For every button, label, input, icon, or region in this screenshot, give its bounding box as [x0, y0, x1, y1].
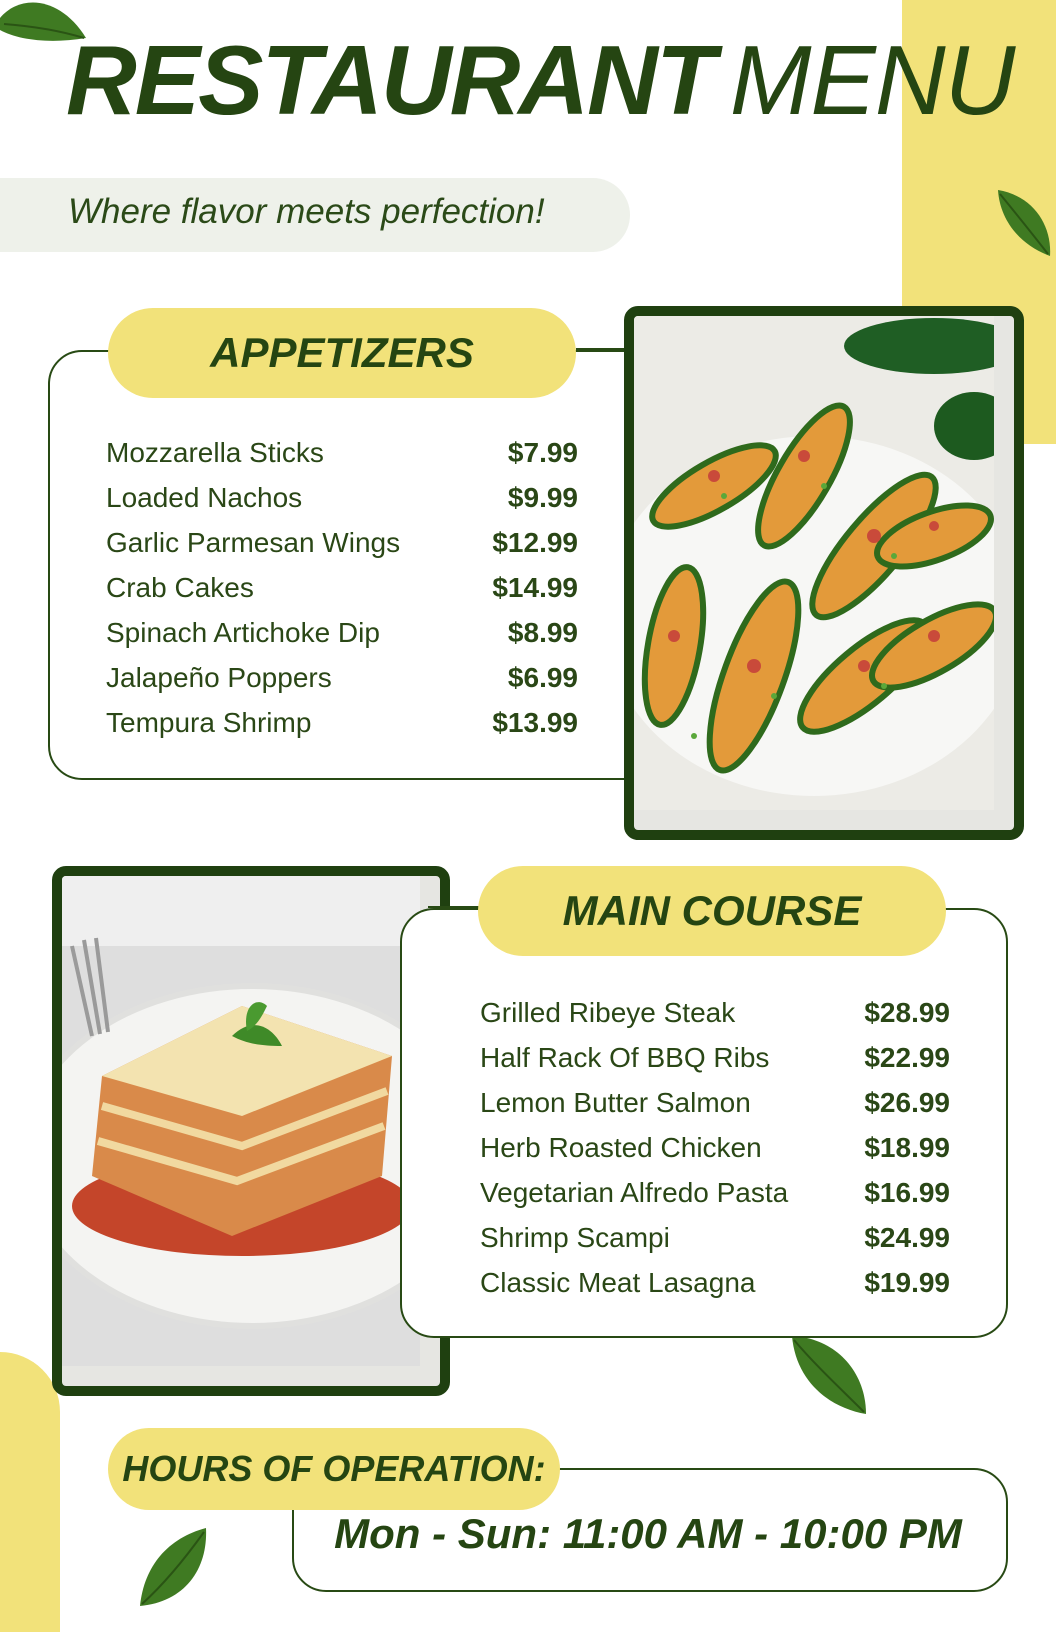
- menu-item-price: $8.99: [507, 616, 578, 648]
- menu-item-name: Vegetarian Alfredo Pasta: [480, 1176, 789, 1208]
- menu-item-name: Classic Meat Lasagna: [480, 1266, 756, 1298]
- menu-item-name: Mozzarella Sticks: [106, 436, 324, 468]
- menu-item-price: $26.99: [864, 1086, 950, 1118]
- menu-item: [480, 1080, 950, 1125]
- menu-item-name: Spinach Artichoke Dip: [106, 616, 380, 648]
- menu-item-price: $6.99: [507, 661, 578, 693]
- menu-item-name: Tempura Shrimp: [106, 706, 312, 738]
- yellow-accent-corner: [0, 1352, 60, 1632]
- lasagna-photo: [52, 866, 450, 1396]
- title-light: MENU: [729, 25, 1015, 135]
- divider: [576, 348, 626, 350]
- title-bold: RESTAURANT: [66, 25, 714, 135]
- hours-text: Mon - Sun: 11:00 AM - 10:00 PM: [334, 1510, 962, 1557]
- menu-item-name: Loaded Nachos: [106, 481, 303, 513]
- basil-leaf-icon: [134, 1526, 210, 1610]
- basil-leaf-icon: [786, 1332, 872, 1418]
- menu-item-name: Grilled Ribeye Steak: [480, 996, 736, 1028]
- menu-item-price: $7.99: [507, 436, 578, 468]
- menu-item: [106, 475, 578, 520]
- appetizers-list: [106, 430, 578, 745]
- main-course-list: [480, 990, 950, 1305]
- tagline: Where flavor meets perfection!: [68, 192, 545, 231]
- appetizers-heading: APPETIZERS: [108, 308, 576, 398]
- menu-item-price: $9.99: [507, 481, 578, 513]
- menu-item-name: Garlic Parmesan Wings: [106, 526, 401, 558]
- menu-item: [106, 655, 578, 700]
- menu-item-price: $12.99: [492, 526, 578, 558]
- menu-item: [480, 1260, 950, 1305]
- jalapeno-poppers-photo: [624, 306, 1024, 840]
- menu-item: [106, 565, 578, 610]
- menu-item-price: $13.99: [492, 706, 578, 738]
- hours-heading: HOURS OF OPERATION:: [108, 1428, 560, 1510]
- menu-item-name: Jalapeño Poppers: [106, 661, 332, 693]
- menu-item: [480, 1170, 950, 1215]
- menu-item-name: Herb Roasted Chicken: [480, 1131, 762, 1163]
- menu-item: [480, 1125, 950, 1170]
- basil-leaf-icon: [994, 186, 1054, 260]
- menu-item: [106, 520, 578, 565]
- menu-item-price: $19.99: [864, 1266, 950, 1298]
- menu-item: [480, 1215, 950, 1260]
- page-title: [66, 24, 1014, 144]
- menu-item-price: $18.99: [864, 1131, 950, 1163]
- menu-item-name: Crab Cakes: [106, 571, 254, 603]
- main-course-heading: MAIN COURSE: [478, 866, 946, 956]
- menu-item: [106, 430, 578, 475]
- menu-item-price: $24.99: [864, 1221, 950, 1253]
- menu-item-name: Lemon Butter Salmon: [480, 1086, 751, 1118]
- menu-item-name: Half Rack Of BBQ Ribs: [480, 1041, 770, 1073]
- divider: [428, 906, 480, 908]
- menu-item: [106, 610, 578, 655]
- menu-item-price: $28.99: [864, 996, 950, 1028]
- menu-item-price: $16.99: [864, 1176, 950, 1208]
- menu-item-price: $14.99: [492, 571, 578, 603]
- menu-item: [480, 1035, 950, 1080]
- menu-item: [106, 700, 578, 745]
- menu-item-name: Shrimp Scampi: [480, 1221, 670, 1253]
- menu-item-price: $22.99: [864, 1041, 950, 1073]
- menu-item: [480, 990, 950, 1035]
